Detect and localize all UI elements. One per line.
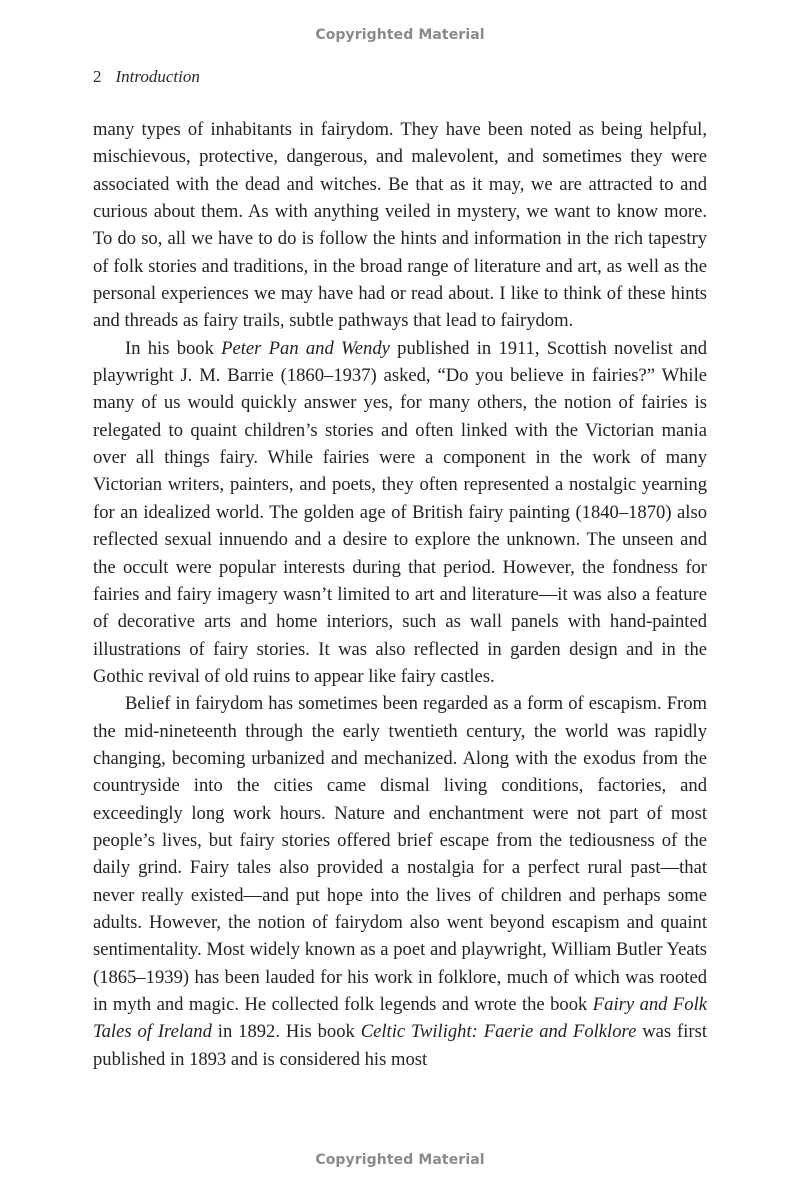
paragraph-3-text-end: was first published in 1893 and is considered his most: [93, 1021, 707, 1070]
paragraph-3-text-start: Belief in fairydom has sometimes been regarded as a form of escapism. From the mid-nineteenth through the early twentieth century, the world was rapidly changing, becoming urbanized and mechanized. Along with the exodus from the countryside into the cities came dismal living conditions, factories, and exceedingly long work hours. Nature and enchantment were not part of most people’s lives, but fairy stories offered brief escape from the tediousness of the daily grind. Fairy tales also provided a nostalgia for a perfect rural past—that never really existed—and put hope into the lives of children and perhaps some adults. However, the notion of fairydom also went beyond escapism and quaint sentimentality. Most widely known as a poet and playwright, William Butler Yeats (1865–1939) has been lauded for his work in folklore, much of which was rooted in myth and magic. He collected folk legends and wrote the book: [93, 693, 707, 1015]
body-text: [93, 116, 707, 1073]
book-title-celtic-twilight: Celtic Twilight: Faerie and Folklore: [360, 1021, 637, 1043]
section-title: Introduction: [115, 67, 200, 86]
book-title-peter-pan: Peter Pan and Wendy: [221, 337, 390, 359]
copyright-watermark-bottom: Copyrighted Material: [315, 1152, 485, 1168]
paragraph-2: [93, 335, 707, 690]
book-title-fairy-folk-tales: Fairy and Folk Tales of Ireland: [93, 994, 707, 1043]
copyright-watermark-top: Copyrighted Material: [315, 27, 485, 43]
paragraph-2-text-start: In his book: [125, 337, 222, 359]
running-head: [93, 67, 200, 87]
page-number: 2: [93, 67, 102, 86]
paragraph-3-text-middle: in 1892. His book: [211, 1021, 361, 1043]
paragraph-3: [93, 690, 707, 1073]
paragraph-2-text-end: published in 1911, Scottish novelist and playwright J. M. Barrie (1860–1937) asked, “Do you believe in fairies?” While many of us would quickly answer yes, for many others, the notion of fairies is relegated to quaint children’s stories and often linked with the Victorian mania over all things fairy. While fairies were a component in the work of many Victorian writers, painters, and poets, they often represented a nostalgic yearning for an idealized world. The golden age of British fairy painting (1840–1870) also reflected sexual innuendo and a desire to explore the unknown. The unseen and the occult were popular interests during that period. However, the fondness for fairies and fairy imagery wasn’t limited to art and literature—it was also a feature of decorative arts and home interiors, such as wall panels with hand-painted illustrations of fairy stories. It was also reflected in garden design and in the Gothic revival of old ruins to appear like fairy castles.: [93, 337, 707, 687]
paragraph-1: many types of inhabitants in fairydom. They have been noted as being helpful, mischievous, protective, dangerous, and malevolent, and sometimes they were associated with the dead and witches. Be that as it may, we are attracted to and curious about them. As with anything veiled in mystery, we want to know more. To do so, all we have to do is follow the hints and information in the rich tapestry of folk stories and traditions, in the broad range of literature and art, as well as the personal experiences we may have had or read about. I like to think of these hints and threads as fairy trails, subtle pathways that lead to fairydom.: [93, 119, 707, 332]
